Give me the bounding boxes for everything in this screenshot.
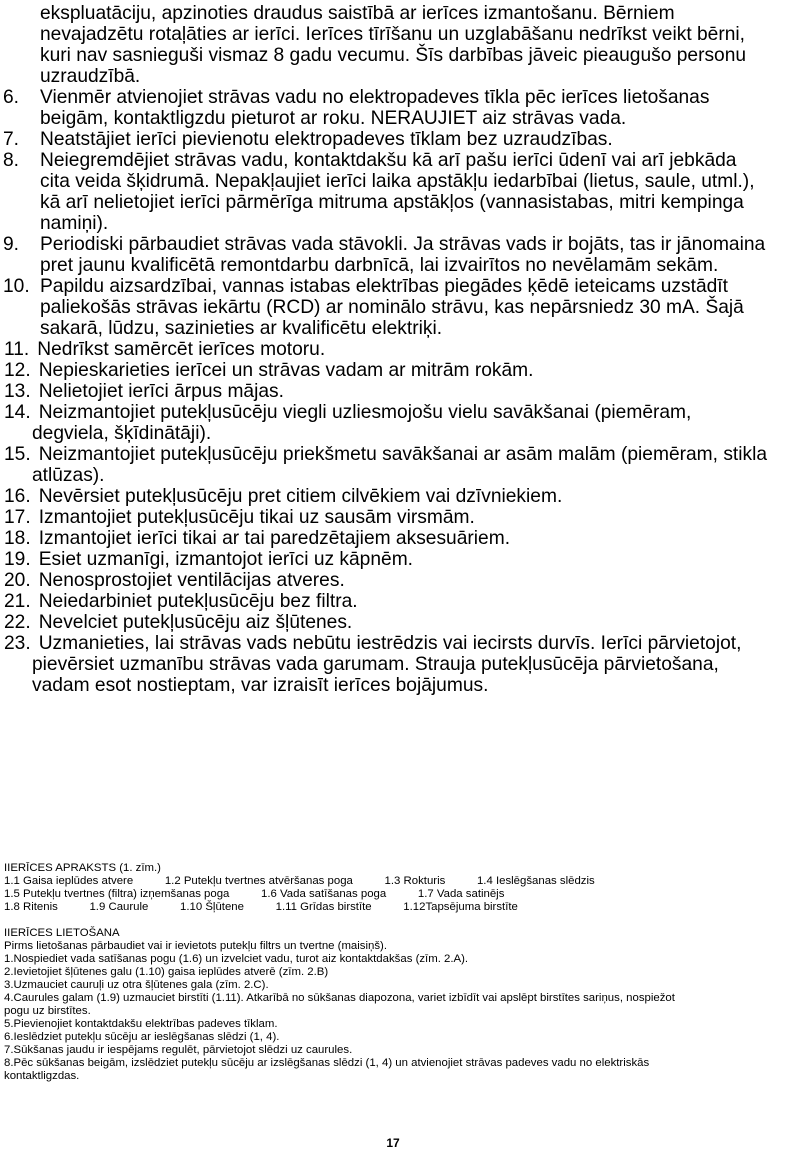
- item-line: degviela, šķīdinātāji).: [32, 423, 212, 444]
- intro-line: ekspluatāciju, apzinoties draudus saistībā ar ierīces izmantošanu. Bērniem: [40, 3, 675, 24]
- list-item: [0, 633, 780, 696]
- list-item: [0, 486, 780, 507]
- item-line: Neatstājiet ierīci pievienotu elektropadeves tīklam bez uzraudzības.: [40, 129, 613, 150]
- item-line: Nelietojiet ierīci ārpus mājas.: [38, 381, 284, 402]
- item-line: namiņi).: [40, 213, 109, 234]
- item-line: Papildu aizsardzībai, vannas istabas elektrības piegādes ķēdē ieteicams uzstādīt: [40, 276, 728, 297]
- item-line: Neizmantojiet putekļusūcēju priekšmetu savākšanai ar asām malām (piemēram, stikla: [38, 444, 768, 465]
- list-item: [0, 402, 780, 444]
- item-number: 18.: [4, 528, 31, 549]
- usage-line: pogu uz birstītes.: [4, 1005, 91, 1017]
- list-item: [0, 549, 780, 570]
- usage-line: Pirms lietošanas pārbaudiet vai ir ievietots putekļu filtrs un tvertne (maisiņš).: [4, 940, 388, 952]
- usage-line: 4.Caurules galam (1.9) uzmauciet birstīti (1.11). Atkarībā no sūkšanas diapozona, variet izbīdīt vai apslēpt birstītes sariņus, nospiežot: [4, 992, 675, 1004]
- list-item: [0, 507, 780, 528]
- list-item: [0, 234, 780, 276]
- usage-line: 7.Sūkšanas jaudu ir iespējams regulēt, pārvietojot slēdzi uz caurules.: [4, 1044, 353, 1056]
- item-number: 13.: [4, 381, 31, 402]
- list-item: [0, 591, 780, 612]
- part-row: 1.8 Ritenis 1.9 Caurule 1.10 Šļūtene 1.11 Grīdas birstīte 1.12Tapsējuma birstīte: [4, 901, 518, 913]
- item-line: Vienmēr atvienojiet strāvas vadu no elektropadeves tīkla pēc ierīces lietošanas: [40, 87, 710, 108]
- list-item: [0, 360, 780, 381]
- page-number: 17: [386, 1136, 400, 1150]
- item-line: Izmantojiet putekļusūcēju tikai uz sausām virsmām.: [38, 507, 475, 528]
- list-item: [0, 129, 780, 150]
- part-row: 1.1 Gaisa ieplūdes atvere 1.2 Putekļu tvertnes atvēršanas poga 1.3 Rokturis 1.4 Ieslēgšanas slēdzis: [4, 875, 595, 887]
- item-line: vadam esot nostieptam, var izraisīt ierīces bojājumus.: [32, 675, 489, 696]
- item-number: 8.: [3, 150, 20, 171]
- section-title: IIERĪCES APRAKSTS (1. zīm.): [4, 862, 161, 874]
- item-line: Izmantojiet ierīci tikai ar tai paredzētajiem aksesuāriem.: [38, 528, 511, 549]
- item-number: 7.: [3, 129, 20, 150]
- item-first-line: [0, 381, 780, 402]
- item-first-line: [0, 360, 780, 381]
- item-number: 22.: [4, 612, 31, 633]
- item-line: Nevelciet putekļusūcēju aiz šļūtenes.: [38, 612, 353, 633]
- item-line: pievērsiet uzmanību strāvas vada garumam. Strauja putekļusūcēja pārvietošana,: [32, 654, 719, 675]
- item-number: 14.: [4, 402, 31, 423]
- item-line: Nepieskarieties ierīcei un strāvas vadam ar mitrām rokām.: [38, 360, 534, 381]
- item-first-line: [0, 612, 780, 633]
- item-first-line: [0, 528, 780, 549]
- item-number: 12.: [4, 360, 31, 381]
- section-title: IIERĪCES LIETOŠANA: [4, 927, 120, 939]
- item-number: 6.: [3, 87, 20, 108]
- usage-section: [4, 927, 780, 1083]
- usage-line: 1.Nospiediet vada satīšanas pogu (1.6) un izvelciet vadu, turot aiz kontaktdakšas (zīm. 2.A).: [4, 953, 469, 965]
- intro-line: kuri nav sasnieguši vismaz 8 gadu vecumu. Šīs darbības jāveic pieaugušo personu: [40, 45, 747, 66]
- item-number: 9.: [3, 234, 20, 255]
- list-item: [0, 150, 780, 234]
- item-number: 20.: [4, 570, 31, 591]
- item-line: cita veida šķidrumā. Nepakļaujiet ierīci laika apstākļu iedarbībai (lietus, saule, utml.),: [40, 171, 755, 192]
- list-item: [0, 528, 780, 549]
- item-line: Nevērsiet putekļusūcēju pret citiem cilvēkiem vai dzīvniekiem.: [38, 486, 563, 507]
- item-line: Nedrīkst samērcēt ierīces motoru.: [37, 339, 326, 360]
- intro-paragraph: [0, 3, 780, 87]
- usage-line: 3.Uzmauciet cauruļi uz otra šļūtenes gala (zīm. 2.C).: [4, 979, 269, 991]
- item-first-line: [0, 339, 780, 360]
- item-number: 17.: [4, 507, 31, 528]
- list-item: [0, 276, 780, 339]
- list-item: [0, 612, 780, 633]
- item-line: pret jaunu kvalificētā remontdarbu darbnīcā, lai izvairītos no nevēlamām sekām.: [40, 255, 719, 276]
- usage-line: 2.Ievietojiet šļūtenes galu (1.10) gaisa ieplūdes atverē (zīm. 2.B): [4, 966, 329, 978]
- item-number: 21.: [4, 591, 31, 612]
- item-first-line: [0, 549, 780, 570]
- list-item: [0, 339, 780, 360]
- intro-line: nevajadzētu rotaļāties ar ierīci. Ierīces tīrīšanu un uzglabāšanu nedrīkst veikt bērni,: [40, 24, 745, 45]
- safety-instructions: [0, 3, 780, 696]
- item-line: Neiegremdējiet strāvas vadu, kontaktdakšu kā arī pašu ierīci ūdenī vai arī jebkāda: [40, 150, 737, 171]
- item-first-line: [0, 570, 780, 591]
- item-first-line: [0, 444, 780, 465]
- item-line: atlūzas).: [32, 465, 105, 486]
- item-number: 11.: [4, 339, 30, 360]
- list-item: [0, 570, 780, 591]
- item-line: kā arī nelietojiet ierīci pārmērīga mitruma apstākļos (vannasistabas, mitri kempinga: [40, 192, 744, 213]
- item-first-line: [0, 486, 780, 507]
- numbered-list-b: [0, 339, 780, 696]
- part-row: 1.5 Putekļu tvertnes (filtra) izņemšanas poga 1.6 Vada satīšanas poga 1.7 Vada satinējs: [4, 888, 505, 900]
- usage-line: 5.Pievienojiet kontaktdakšu elektrības padeves tīklam.: [4, 1018, 278, 1030]
- usage-line: 8.Pēc sūkšanas beigām, izslēdziet putekļu sūcēju ar izslēgšanas slēdzi (1, 4) un atvienojiet strāvas padeves vadu no elektriskās: [4, 1057, 650, 1069]
- item-number: 15.: [4, 444, 31, 465]
- item-line: Neizmantojiet putekļusūcēju viegli uzliesmojošu vielu savākšanai (piemēram,: [38, 402, 692, 423]
- usage-line: 6.Ieslēdziet putekļu sūcēju ar ieslēgšanas slēdzi (1, 4).: [4, 1031, 280, 1043]
- description-section: [4, 862, 780, 914]
- list-item: [0, 444, 780, 486]
- item-line: Neiedarbiniet putekļusūcēju bez filtra.: [38, 591, 358, 612]
- intro-line: uzraudzībā.: [40, 66, 141, 87]
- item-line: beigām, kontaktligzdu pieturot ar roku. NERAUJIET aiz strāvas vada.: [40, 108, 627, 129]
- item-line: Nenosprostojiet ventilācijas atveres.: [38, 570, 345, 591]
- item-line: Uzmanieties, lai strāvas vads nebūtu iestrēdzis vai iecirsts durvīs. Ierīci pārvietojot,: [38, 633, 742, 654]
- item-number: 23.: [4, 633, 31, 654]
- list-item: [0, 87, 780, 129]
- item-first-line: [0, 591, 780, 612]
- item-line: Periodiski pārbaudiet strāvas vada stāvokli. Ja strāvas vads ir bojāts, tas ir jānomaina: [40, 234, 766, 255]
- item-number: 19.: [4, 549, 31, 570]
- device-sections: [4, 862, 780, 1083]
- numbered-list-a: [0, 87, 780, 339]
- item-number: 16.: [4, 486, 31, 507]
- item-number: 10.: [3, 276, 30, 297]
- list-item: [0, 381, 780, 402]
- item-line: Esiet uzmanīgi, izmantojot ierīci uz kāpnēm.: [38, 549, 414, 570]
- usage-line: kontaktligzdas.: [4, 1070, 80, 1082]
- item-first-line: [0, 633, 780, 654]
- item-line: sakarā, lūdzu, sazinieties ar kvalificētu elektriķi.: [40, 318, 443, 339]
- item-first-line: [0, 402, 780, 423]
- item-first-line: [0, 507, 780, 528]
- item-line: paliekošās strāvas iekārtu (RCD) ar nominālo strāvu, kas nepārsniedz 30 mA. Šajā: [40, 297, 744, 318]
